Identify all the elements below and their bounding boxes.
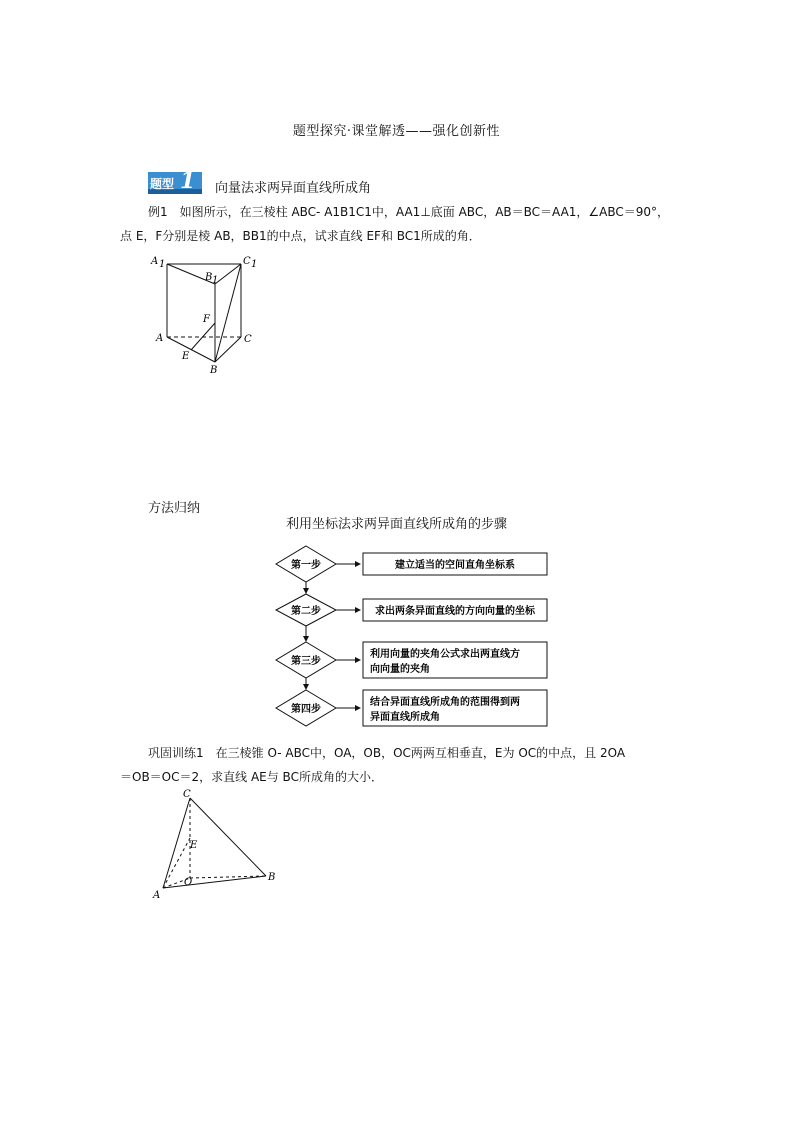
step3-box-text-line1: 利用向量的夹角公式求出两直线方	[370, 649, 520, 660]
pyr-label-A: A	[153, 890, 161, 901]
step1-diamond-label: 第一步	[291, 560, 321, 571]
exercise1-line2: ＝OB＝OC＝2，求直线 AE与 BC所成角的大小．	[120, 770, 383, 784]
method-summary-label: 方法归纳	[148, 501, 201, 516]
steps-flowchart	[270, 540, 560, 735]
label-C1: C	[243, 256, 251, 267]
example1-line1: 例1 如图所示，在三棱柱 ABC- A1B1C1中，AA1⊥底面 ABC，AB＝BC＝AA1，∠ABC＝90°，	[148, 205, 670, 219]
topic-badge-number: 1	[180, 168, 196, 194]
triangular-pyramid-figure	[148, 786, 283, 906]
label-C1-sub: 1	[251, 259, 258, 270]
flowchart-title: 利用坐标法求两异面直线所成角的步骤	[285, 517, 507, 532]
step2-diamond-label: 第二步	[291, 606, 321, 617]
pyr-label-O: O	[184, 877, 193, 888]
page-title: 题型探究·课堂解透——强化创新性	[292, 124, 501, 139]
label-C: C	[244, 334, 252, 345]
example1-line2: 点 E，F分别是棱 AB，BB1的中点，试求直线 EF和 BC1所成的角．	[120, 229, 481, 243]
label-A1: A	[151, 256, 159, 267]
section-heading: 向量法求两异面直线所成角	[215, 181, 372, 196]
label-F: F	[203, 314, 210, 325]
step4-box-text-line1: 结合异面直线所成角的范围得到两	[370, 697, 520, 708]
label-A1-sub: 1	[159, 259, 166, 270]
pyr-label-E: E	[190, 840, 198, 851]
step4-box-text-line2: 异面直线所成角	[370, 712, 440, 723]
label-B: B	[210, 365, 218, 376]
step3-diamond-label: 第三步	[291, 656, 321, 667]
step1-box-text: 建立适当的空间直角坐标系	[395, 560, 515, 571]
triangular-prism-figure	[145, 250, 265, 380]
label-E: E	[182, 351, 190, 362]
exercise1-line1: 巩固训练1 在三棱锥 O- ABC中，OA，OB，OC两两互相垂直，E为 OC的中点，且 2OA	[148, 746, 626, 760]
step4-diamond-label: 第四步	[291, 704, 321, 715]
label-A: A	[156, 333, 164, 344]
topic-badge-label: 题型	[150, 177, 175, 191]
pyr-label-B: B	[268, 872, 276, 883]
step3-box-text-line2: 向向量的夹角	[370, 664, 430, 675]
step2-box-text: 求出两条异面直线的方向向量的坐标	[375, 606, 535, 617]
label-B1-sub: 1	[212, 275, 219, 286]
pyr-label-C: C	[183, 789, 191, 800]
label-B1: B	[205, 272, 213, 283]
